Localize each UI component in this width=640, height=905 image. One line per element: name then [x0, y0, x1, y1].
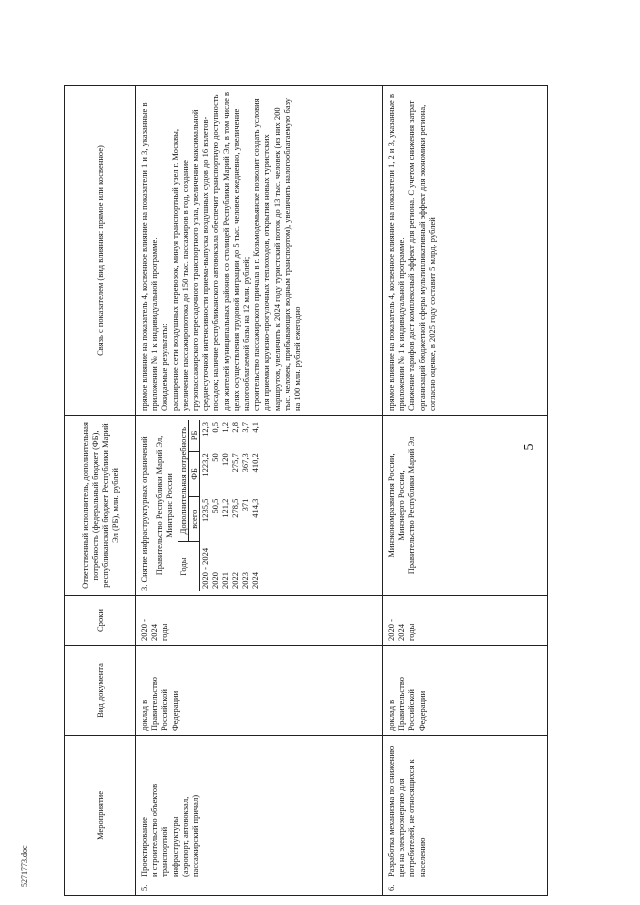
fin-header-additional: Дополнительная потребность [178, 420, 189, 542]
fin-fb: 50 [209, 453, 220, 462]
fin-year: 2024 [249, 572, 260, 589]
executor-text: Минэкономразвития России, Минэнерго России, Правительство Республики Марий Эл [386, 436, 417, 575]
fin-rb: 1,2 [219, 422, 230, 433]
document-id: 5271773.doc [20, 845, 29, 887]
header-link: Связь с показателем (вид влияния: прямое или косвенное) [65, 86, 136, 416]
fin-total: 371 [239, 498, 250, 512]
link-cell: прямое влияние на показатель 4, косвенное влияние на показатели 1 и 3, указанные в приложении № 1 к индивидуальной программе. Ожидаемые результаты: расширение сети воздушных перевозок, минуя транспортный узел г. Москвы, увеличение пассажиропотока до 150 тыс. пассажиров в год, создание грузопассажирского пересадочного транспортного узла, увеличение максимальной среднесуточной интенсивности приема-выпуска воздушных судов до 16 взлетов-посадок; наличие республиканского автовокзала обеспечит транспортную доступность для жителей муниципальных районов со столицей Республики Марий Эл, в том числе в целях осуществления трудовой миграции до 5 тыс. человек ежедневно, увеличение налогооблагаемой базы на 12 млн. рублей; строительство пассажирского причала в г. Козьмодемьянске позволит создать условия для приемки круизно-прогулочных теплоходов, открытия новых туристских маршрутов, увеличить к 2024 году туристский поток до 13 тыс. человек (из них 200 тыс. человек, прибывающих водным транспортом), увеличить налогооблагаемую базу на 100 млн. рублей ежегодно [136, 86, 383, 416]
executor-cell [136, 416, 383, 596]
page-number: 5 [522, 443, 537, 451]
fin-year: 2022 [229, 572, 240, 589]
fin-fb: 367,3 [239, 453, 250, 473]
landscape-content [64, 86, 594, 896]
fin-row [199, 420, 210, 591]
fin-row [230, 420, 240, 591]
fin-rb: 2,8 [229, 422, 240, 433]
fin-year: 2020 [209, 572, 220, 589]
event-text: Разработка механизма по снижению цен на электроэнергию для потребителей, не относящихся к населению [386, 745, 427, 877]
event-text: Проектирование и строительство объектов транспортной инфраструктуры (аэропорт, автовокзал, пассажирский причал) [139, 783, 201, 877]
measures-table [64, 85, 548, 896]
header-terms: Сроки [65, 596, 136, 646]
fin-header-fb: ФБ [188, 451, 199, 496]
table-row [383, 86, 548, 896]
executor-text: Правительство Республики Марий Эл, Минтранс России [154, 435, 175, 576]
executor-cell [383, 416, 548, 596]
event-cell [383, 736, 548, 896]
table-row [136, 86, 383, 896]
fin-row [220, 420, 230, 591]
table-header-row [65, 86, 136, 896]
terms-cell: 2020 - 2024 годы [136, 596, 383, 646]
fin-fb: 410,2 [249, 453, 260, 473]
fin-year: 2020 - 2024 [199, 547, 210, 589]
fin-header-total: всего [188, 497, 199, 542]
fin-total: 414,3 [249, 498, 260, 518]
fin-total: 1235,5 [199, 498, 210, 522]
fin-fb: 275,7 [229, 453, 240, 473]
fin-rb: 3,7 [239, 422, 250, 433]
header-executor: Ответственный исполнитель, дополнительная потребность (федеральный бюджет (ФБ), республиканский бюджет Республики Марий Эл (РБ), млн. рублей [65, 416, 136, 596]
row-number: 6. [386, 884, 396, 891]
fin-rb: 0,5 [209, 422, 220, 433]
event-cell [136, 736, 383, 896]
fin-fb: 1223,2 [199, 453, 210, 477]
fin-rb: 4,1 [249, 422, 260, 433]
terms-cell: 2020 - 2024 годы [383, 596, 548, 646]
fin-fb: 120 [219, 453, 230, 467]
header-event: Мероприятие [65, 736, 136, 896]
fin-row [240, 420, 250, 591]
doctype-cell: доклад в Правительство Российской Федерации [136, 646, 383, 736]
row-number: 5. [139, 884, 149, 891]
funding-table [178, 420, 260, 591]
doctype-cell: доклад в Правительство Российской Федерации [383, 646, 548, 736]
fin-year: 2023 [239, 572, 250, 589]
link-cell: прямое влияние на показатель 4, косвенное влияние на показатели 1, 2 и 3, указанные в приложении № 1 к индивидуальной программе. Снижение тарифов даст комплексный эффект для региона. С учетом снижения затрат организаций бюджетной сферы мультипликативный эффект для экономики региона, согласно оценке, в 2025 году составит 5 млрд. рублей [383, 86, 548, 416]
fin-total: 121,2 [219, 498, 230, 518]
fin-rb: 12,3 [199, 422, 210, 437]
fin-row [210, 420, 220, 591]
fin-header-years: Годы [178, 542, 200, 591]
header-doctype: Вид документа [65, 646, 136, 736]
fin-total: 50,5 [209, 498, 220, 514]
section-title: 3. Снятие инфраструктурных ограничений [139, 436, 149, 591]
fin-header-rb: РБ [188, 420, 199, 451]
fin-row [250, 420, 260, 591]
fin-total: 278,5 [229, 498, 240, 518]
fin-year: 2021 [219, 572, 230, 589]
